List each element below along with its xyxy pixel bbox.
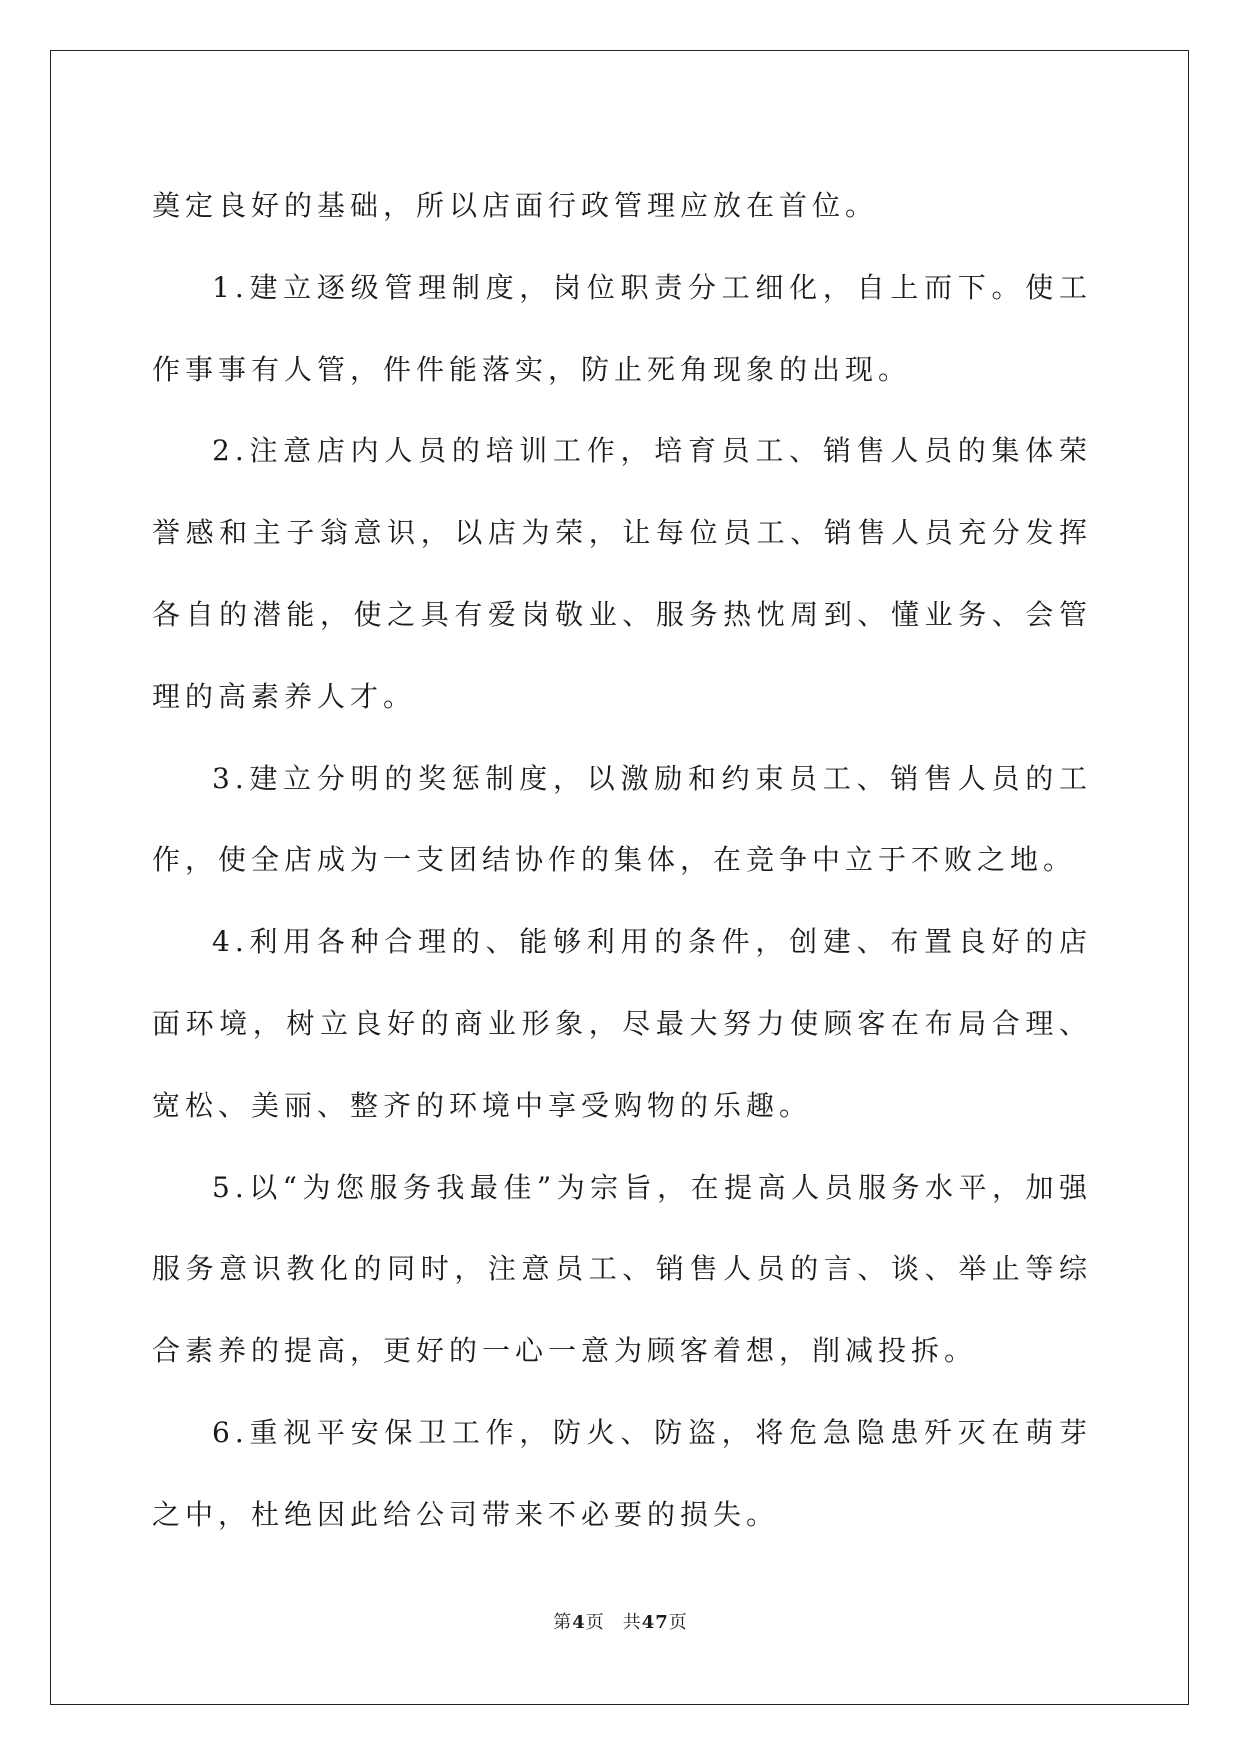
total-suffix: 页 [668, 1612, 688, 1633]
page-number: 4 [572, 1612, 586, 1633]
paragraph-item-3: 3.建立分明的奖惩制度，以激励和约束员工、销售人员的工作，使全店成为一支团结协作的集体，在竞争中立于不败之地。 [152, 761, 1092, 877]
paragraph-item-5: 5.以“为您服务我最佳”为宗旨，在提高人员服务水平，加强服务意识教化的同时，注意员工、销售人员的言、谈、举止等综合素养的提高，更好的一心一意为顾客着想，削减投拆。 [152, 1170, 1092, 1368]
paragraph-item-6: 6.重视平安保卫工作，防火、防盗，将危急隐患歼灭在萌芽之中，杜绝因此给公司带来不必要的损失。 [152, 1415, 1092, 1531]
document-body [152, 165, 1092, 1556]
paragraph-item-1: 1.建立逐级管理制度，岗位职责分工细化，自上而下。使工作事事有人管，件件能落实，防止死角现象的出现。 [152, 270, 1092, 386]
page-prefix: 第 [553, 1612, 573, 1633]
page-suffix: 页 [585, 1612, 605, 1633]
page-footer [0, 1608, 1241, 1634]
total-prefix: 共 [622, 1612, 642, 1633]
total-pages: 47 [641, 1612, 669, 1633]
paragraph-item-2: 2.注意店内人员的培训工作，培育员工、销售人员的集体荣誉感和主子翁意识，以店为荣，让每位员工、销售人员充分发挥各自的潜能，使之具有爱岗敬业、服务热忱周到、懂业务、会管理的高素养人才。 [152, 434, 1092, 713]
paragraph-continuation: 奠定良好的基础，所以店面行政管理应放在首位。 [152, 189, 879, 222]
paragraph-item-4: 4.利用各种合理的、能够利用的条件，创建、布置良好的店面环境，树立良好的商业形象，尽最大努力使顾客在布局合理、宽松、美丽、整齐的环境中享受购物的乐趣。 [152, 925, 1092, 1122]
